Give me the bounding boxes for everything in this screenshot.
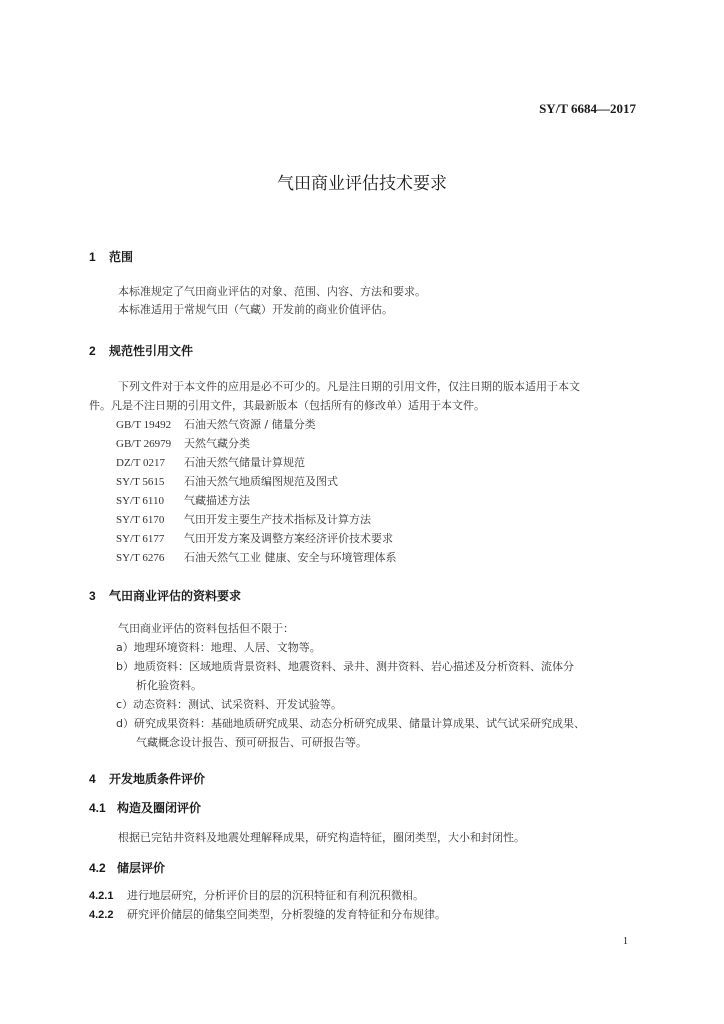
reference-name: 石油天然气工业 健康、安全与环境管理体系 [184, 551, 397, 564]
section-title: 储层评价 [117, 861, 166, 875]
clause-number: 4.2.2 [89, 909, 114, 921]
reference-name: 石油天然气储量计算规范 [184, 456, 305, 469]
list-item-continuation: 析化验资料。 [136, 679, 202, 692]
paragraph: 气田商业评估的资料包括但不限于： [118, 622, 294, 635]
section-2-heading [89, 342, 193, 359]
section-number: 3 [89, 589, 96, 603]
reference-item [116, 511, 371, 527]
reference-item [116, 492, 250, 508]
section-title: 规范性引用文件 [109, 344, 194, 358]
reference-code: SY/T 6276 [116, 552, 165, 564]
section-number: 4.1 [89, 801, 106, 815]
document-title: 气田商业评估技术要求 [277, 174, 447, 194]
section-title: 范围 [109, 250, 134, 264]
section-title: 气田商业评估的资料要求 [109, 589, 242, 603]
reference-code: SY/T 6177 [116, 533, 165, 545]
section-number: 1 [89, 250, 96, 264]
reference-item [116, 435, 250, 451]
reference-item [116, 549, 397, 565]
section-number: 4.2 [89, 861, 106, 875]
reference-code: SY/T 6110 [116, 495, 164, 507]
section-4-2-heading [89, 859, 165, 876]
page-number: 1 [623, 936, 628, 947]
clause-text: 研究评价储层的储集空间类型，分析裂缝的发育特征和分布规律。 [127, 908, 446, 921]
list-item: a）地理环境资料：地理、人居、文物等。 [116, 641, 321, 654]
paragraph: 本标准规定了气田商业评估的对象、范围、内容、方法和要求。 [118, 285, 426, 298]
section-4-1-heading [89, 799, 201, 816]
section-title: 构造及圈闭评价 [117, 801, 202, 815]
clause-number: 4.2.1 [89, 890, 114, 902]
reference-item [116, 473, 338, 489]
section-number: 4 [89, 772, 96, 786]
list-item: d）研究成果资料：基础地质研究成果、动态分析研究成果、储量计算成果、试气试采研究成果、 [116, 717, 585, 730]
clause-4-2-2 [89, 906, 446, 922]
reference-name: 天然气藏分类 [184, 437, 250, 450]
clause-text: 进行地层研究，分析评价目的层的沉积特征和有利沉积微相。 [127, 889, 424, 902]
section-title: 开发地质条件评价 [109, 772, 206, 786]
reference-item [116, 454, 305, 470]
list-item: c）动态资料：测试、试采资料、开发试验等。 [116, 698, 343, 711]
paragraph: 下列文件对于本文件的应用是必不可少的。凡是注日期的引用文件，仅注日期的版本适用于本文 [118, 380, 580, 393]
reference-code: GB/T 19492 [116, 419, 172, 431]
list-item-continuation: 气藏概念设计报告、预可研报告、可研报告等。 [136, 736, 367, 749]
reference-code: SY/T 6170 [116, 514, 165, 526]
reference-code: SY/T 5615 [116, 476, 165, 488]
reference-item [116, 530, 393, 546]
standard-code: SY/T 6684—2017 [539, 101, 636, 116]
clause-4-2-1 [89, 887, 424, 903]
reference-code: DZ/T 0217 [116, 457, 165, 469]
reference-name: 气田开发主要生产技术指标及计算方法 [184, 513, 371, 526]
reference-item [116, 416, 316, 432]
section-4-heading [89, 770, 205, 787]
reference-name: 气田开发方案及调整方案经济评价技术要求 [184, 532, 393, 545]
reference-name: 石油天然气资源 / 储量分类 [184, 418, 316, 431]
paragraph: 件。凡是不注日期的引用文件，其最新版本（包括所有的修改单）适用于本文件。 [89, 399, 485, 412]
paragraph: 本标准适用于常规气田（气藏）开发前的商业价值评估。 [118, 303, 393, 316]
section-1-heading [89, 248, 133, 265]
paragraph: 根据已完钻井资料及地震处理解释成果，研究构造特征，圈闭类型，大小和封闭性。 [118, 831, 525, 844]
reference-code: GB/T 26979 [116, 438, 172, 450]
section-3-heading [89, 587, 241, 604]
list-item: b）地质资料：区域地质背景资料、地震资料、录井、测井资料、岩心描述及分析资料、流体分 [116, 660, 574, 673]
reference-name: 石油天然气地质编图规范及图式 [184, 475, 338, 488]
section-number: 2 [89, 344, 96, 358]
reference-name: 气藏描述方法 [184, 494, 250, 507]
